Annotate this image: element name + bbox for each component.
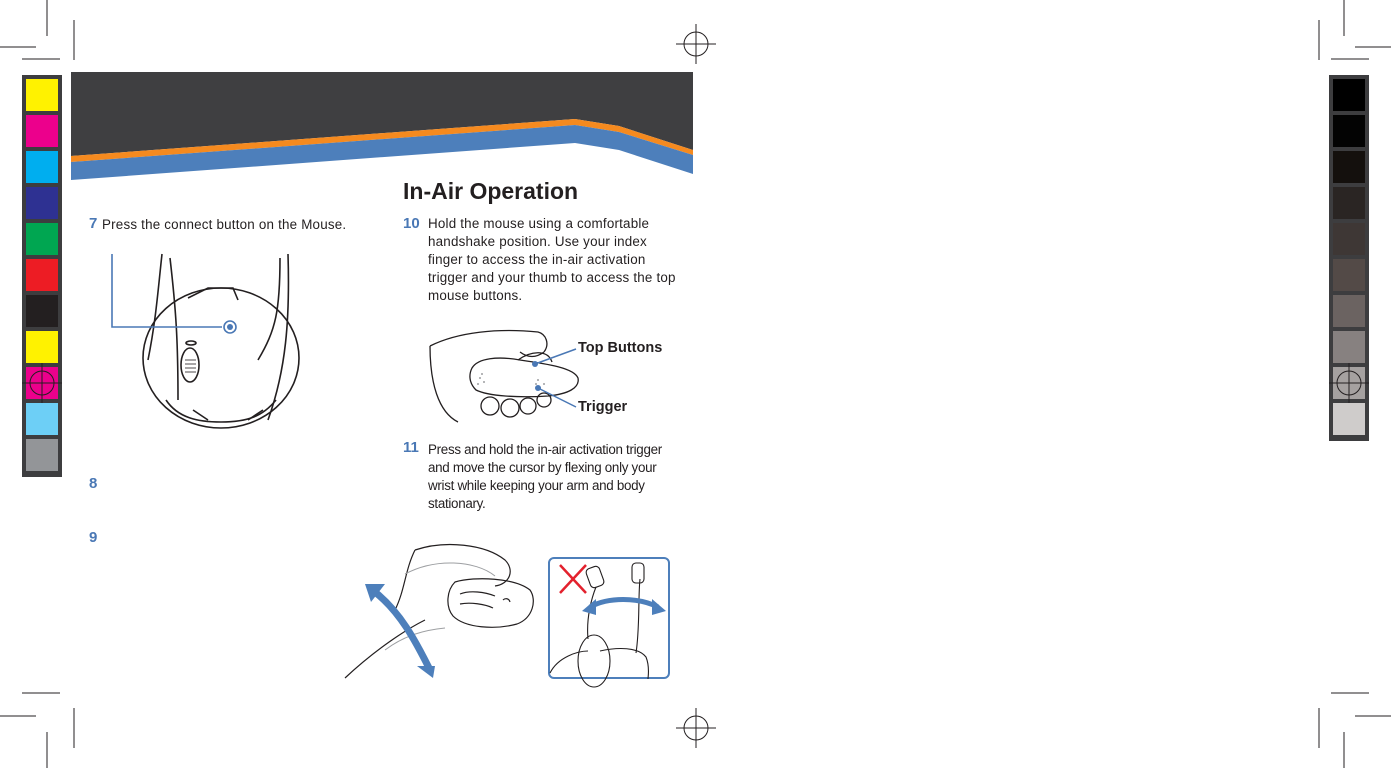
- step-7-text: Press the connect button on the Mouse.: [102, 217, 347, 232]
- swatch-cyan: [26, 151, 58, 183]
- gray-step-1: [1333, 79, 1365, 111]
- swatch-blue: [26, 187, 58, 219]
- gray-step-4: [1333, 187, 1365, 219]
- page-title: In-Air Operation: [403, 178, 579, 204]
- wrong-posture-illustration: [548, 557, 670, 679]
- gray-step-2: [1333, 115, 1365, 147]
- registration-target-right: [1329, 363, 1369, 403]
- swatch-yellow-2: [26, 331, 58, 363]
- step-10-number: 10: [403, 215, 420, 232]
- swatch-magenta: [26, 115, 58, 147]
- swatch-light-cyan: [26, 403, 58, 435]
- gray-step-6: [1333, 259, 1365, 291]
- swatch-green: [26, 223, 58, 255]
- page-header-banner: [71, 72, 693, 182]
- swatch-yellow: [26, 79, 58, 111]
- swatch-gray: [26, 439, 58, 471]
- registration-target-bottom: [676, 708, 716, 748]
- top-buttons-label: Top Buttons: [578, 340, 663, 356]
- swatch-black: [26, 295, 58, 327]
- gray-step-7: [1333, 295, 1365, 327]
- gray-step-3: [1333, 151, 1365, 183]
- gray-step-5: [1333, 223, 1365, 255]
- step-11-number: 11: [403, 439, 419, 456]
- swatch-red: [26, 259, 58, 291]
- mouse-bottom-illustration: [108, 250, 308, 430]
- step-8-number: 8: [89, 475, 98, 492]
- registration-target-left: [22, 363, 62, 403]
- registration-target-top: [676, 24, 716, 64]
- step-9-number: 9: [89, 529, 98, 546]
- step-7-number: 7: [89, 215, 98, 232]
- gray-step-10: [1333, 403, 1365, 435]
- step-10-text: Hold the mouse using a comfortable handshake position. Use your index finger to access the in-air activation trigger and your thumb to access the top mouse buttons.: [428, 216, 676, 303]
- gray-step-8: [1333, 331, 1365, 363]
- hand-holding-mouse-illustration: [428, 322, 588, 432]
- step-11-text: Press and hold the in-air activation trigger and move the cursor by flexing only your wrist while keeping your arm and body stationary.: [428, 442, 662, 511]
- trigger-label: Trigger: [578, 399, 628, 415]
- wrist-flex-illustration: [345, 540, 545, 680]
- left-color-bar: [22, 75, 62, 477]
